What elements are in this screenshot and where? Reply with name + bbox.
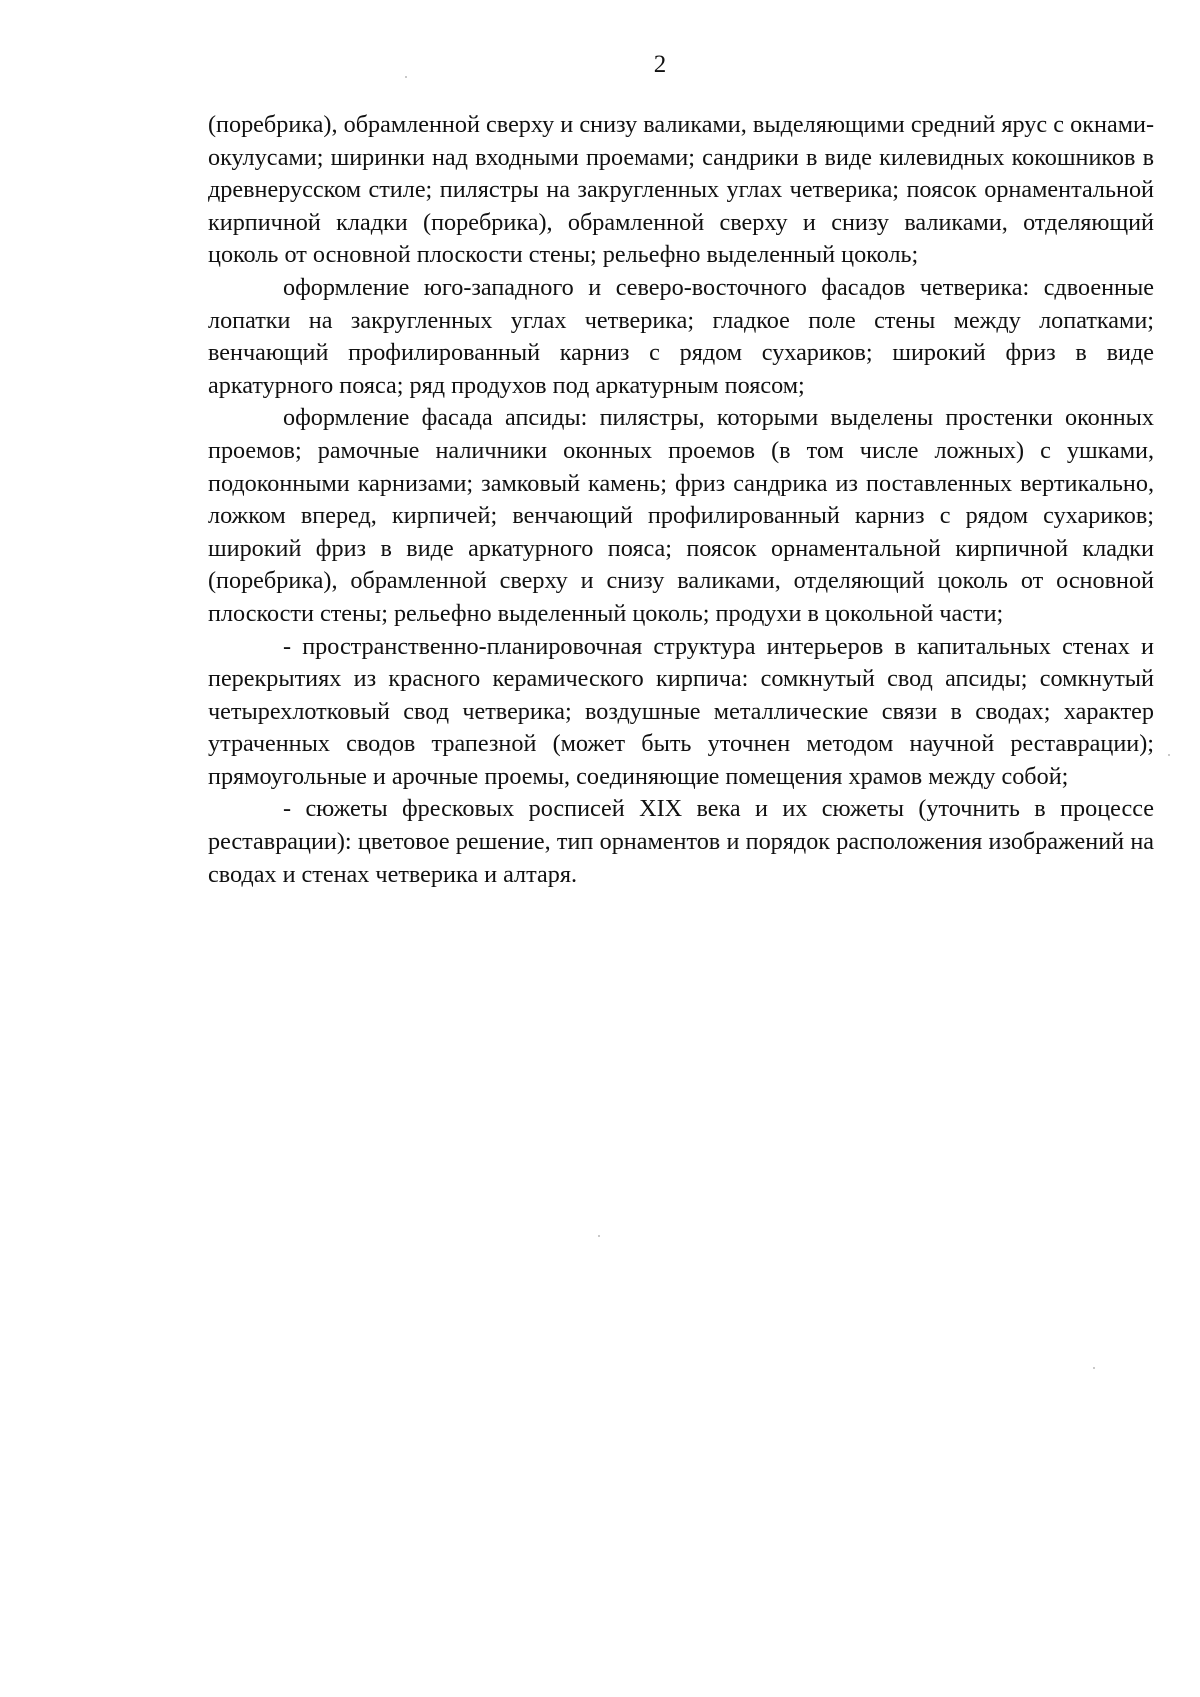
- paragraph-interior-structure: - пространственно-планировочная структура интерьеров в капитальных стенах и перекрытиях из красного керамического кирпича: сомкнутый свод апсиды; сомкнутый четырехлотковый свод четверика; воздушные металлические связи в сводах; характер утраченных сводов трапезной (может быть уточнен методом научной реставрации); прямоугольные и арочные проемы, соединяющие помещения храмов между собой;: [208, 632, 1154, 790]
- scan-speck: [1168, 754, 1170, 756]
- scan-speck: [405, 76, 407, 78]
- paragraph-southwest-facade: оформление юго-западного и северо-восточного фасадов четверика: сдвоенные лопатки на закругленных углах четверика; гладкое поле стены между лопатками; венчающий профилированный карниз с рядом сухариков; широкий фриз в виде аркатурного пояса; ряд продухов под аркатурным поясом;: [208, 273, 1154, 399]
- document-body: [208, 109, 1154, 891]
- paragraph-apse-facade: оформление фасада апсиды: пилястры, которыми выделены простенки оконных проемов; рамочные наличники оконных проемов (в том числе ложных) с ушками, подоконными карнизами; замковый камень; фриз сандрика из поставленных вертикально, ложком вперед, кирпичей; венчающий профилированный карниз с рядом сухариков; широкий фриз в виде аркатурного пояса; поясок орнаментальной кирпичной кладки (поребрика), обрамленной сверху и снизу валиками, отделяющий цоколь от основной плоскости стены; рельефно выделенный цоколь; продухи в цокольной части;: [208, 404, 1154, 627]
- scan-speck: [1093, 1367, 1095, 1369]
- page-number: 2: [653, 51, 667, 78]
- scan-speck: [598, 1235, 600, 1237]
- paragraph-frescoes: - сюжеты фресковых росписей XIX века и их сюжеты (уточнить в процессе реставрации): цветовое решение, тип орнаментов и порядок расположения изображений на сводах и стенах четверика и алтаря.: [208, 795, 1154, 888]
- paragraph-continuation: (поребрика), обрамленной сверху и снизу валиками, выделяющими средний ярус с окнами-окулусами; ширинки над входными проемами; сандрики в виде килевидных кокошников в древнерусском стиле; пилястры на закругленных углах четверика; поясок орнаментальной кирпичной кладки (поребрика), обрамленной сверху и снизу валиками, отделяющий цоколь от основной плоскости стены; рельефно выделенный цоколь;: [208, 111, 1154, 269]
